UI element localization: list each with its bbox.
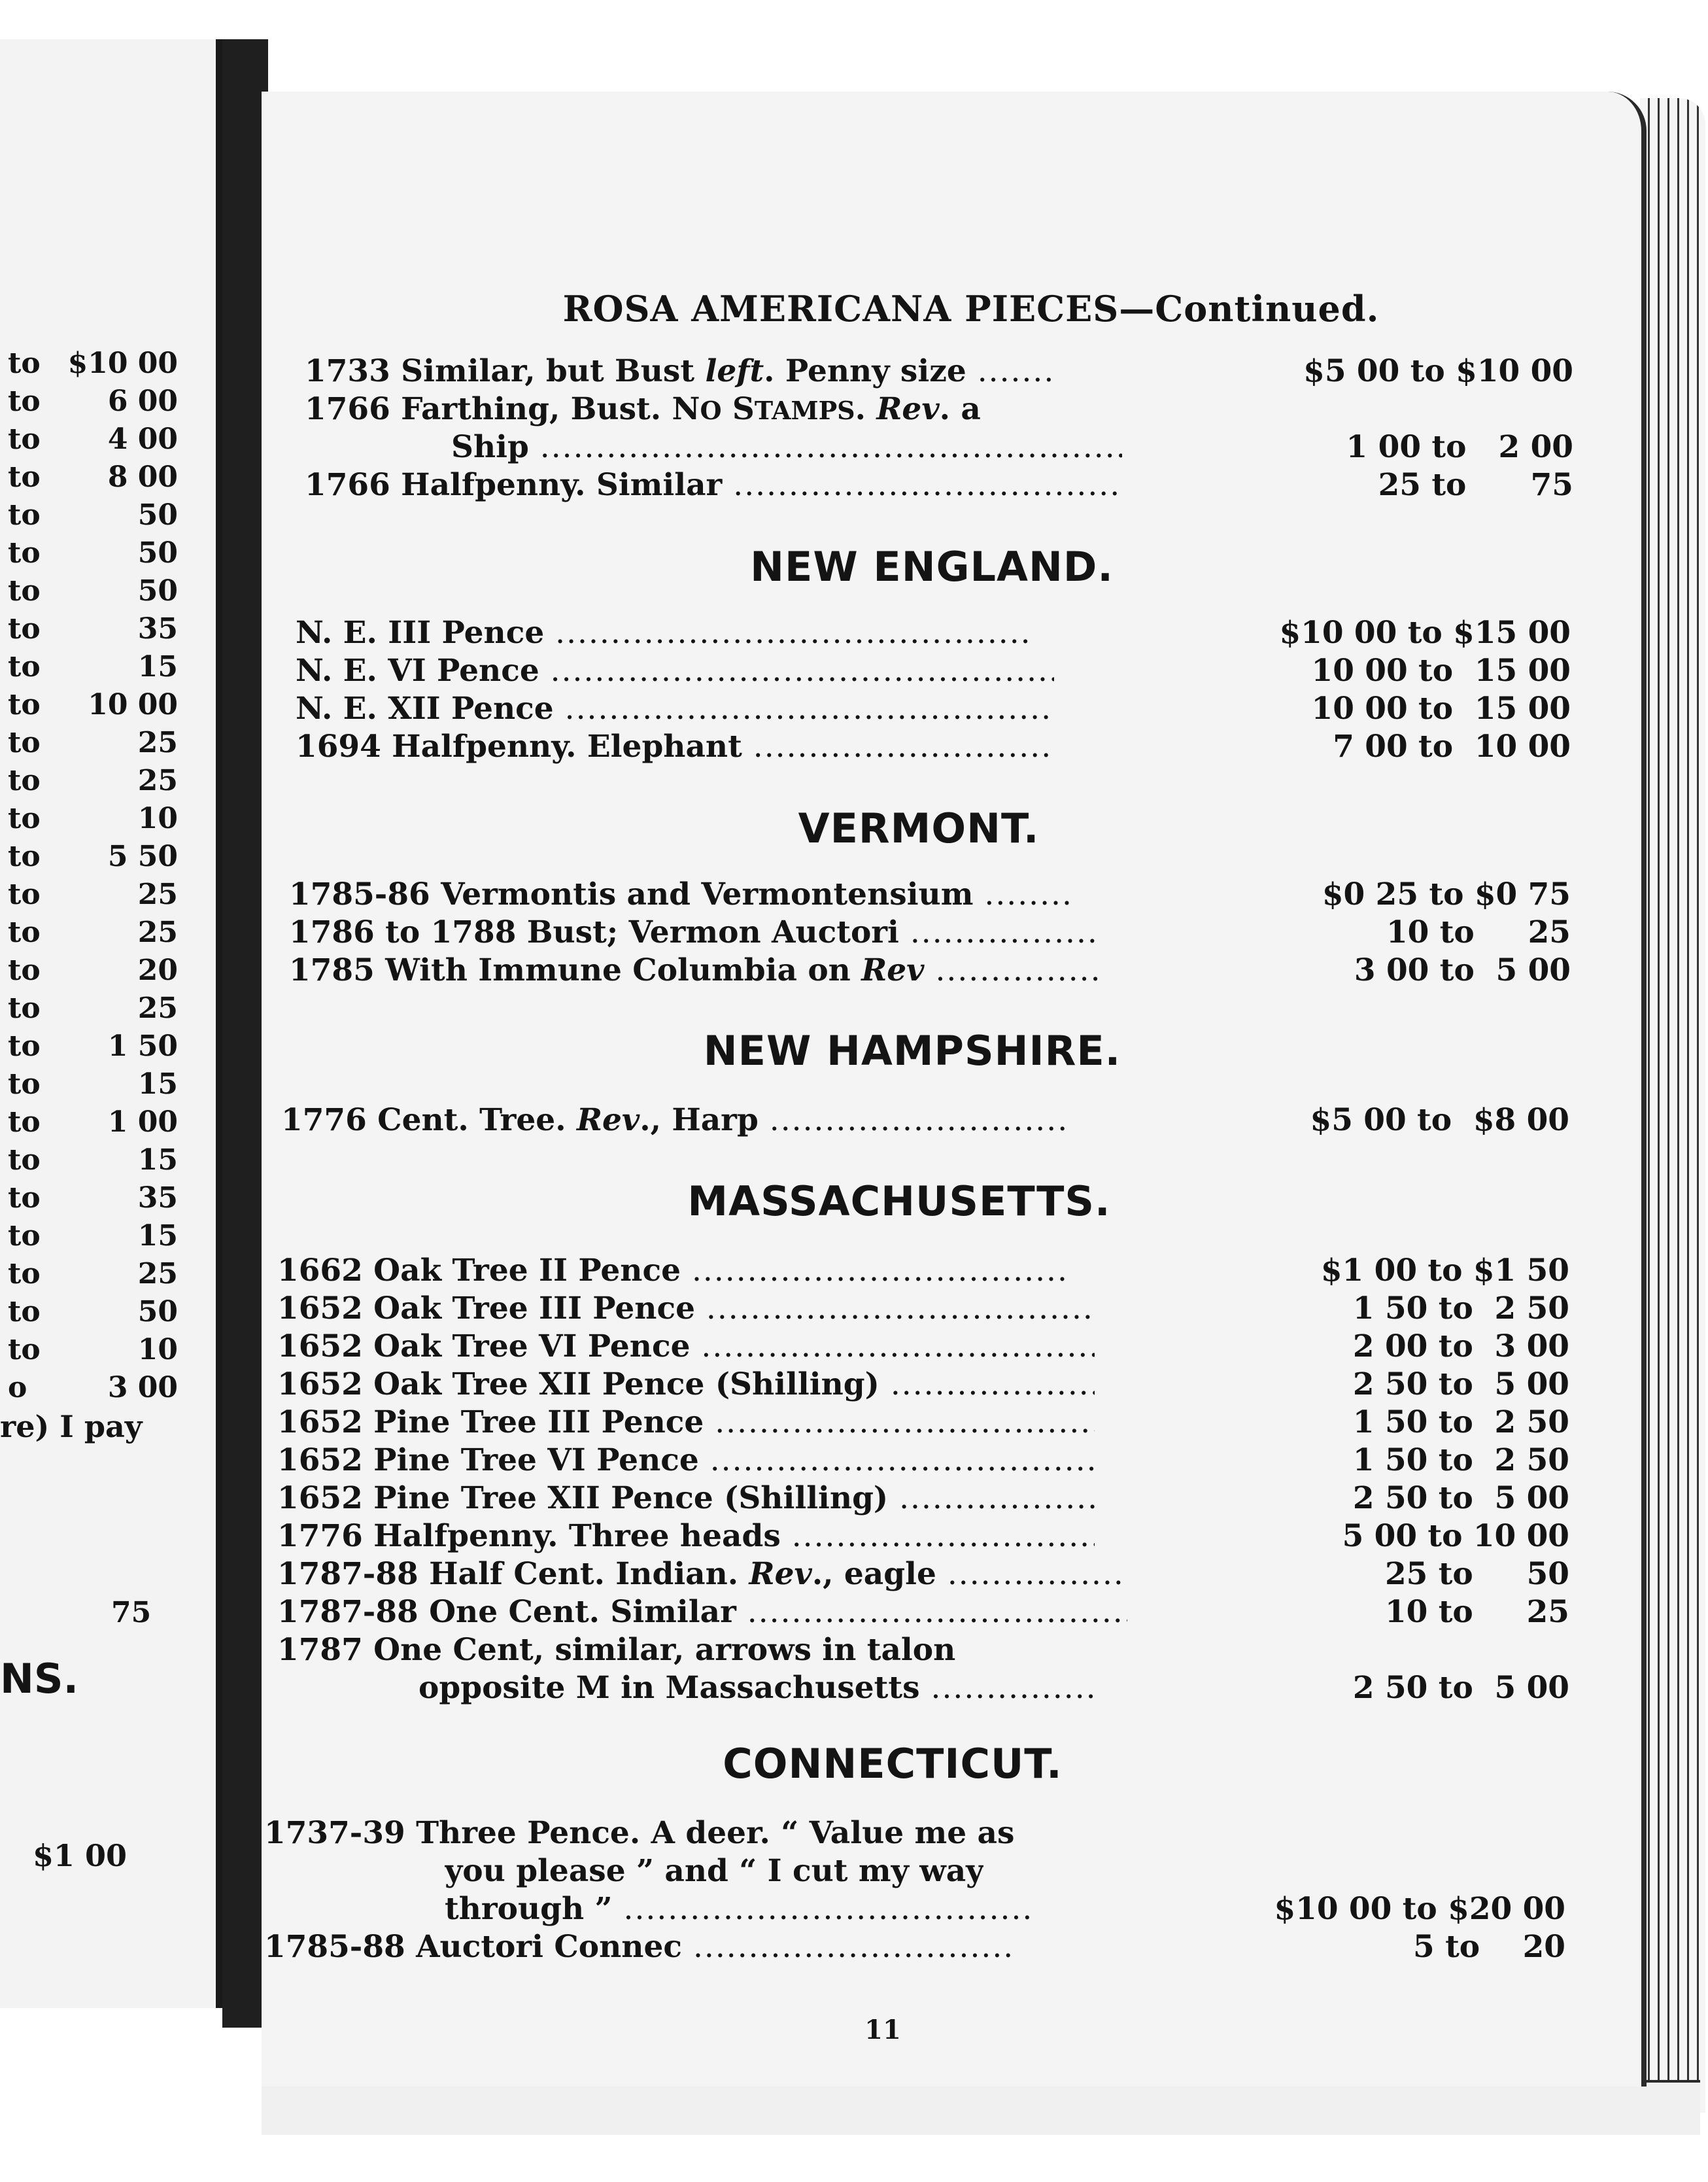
left-page-row-amount: 5 50 (107, 840, 178, 873)
left-page-row-to: o (8, 1371, 27, 1404)
left-page-row (0, 992, 196, 1028)
entry-rosa-1766-halfpenny (305, 467, 1573, 505)
entry-massachusetts-1652-pine-vi (277, 1442, 1569, 1480)
left-page-row-amount: 10 (137, 1333, 178, 1366)
entry-new-england-iii (296, 615, 1571, 653)
left-page-row-amount: 35 (137, 612, 178, 646)
entry-description: 1787-88 One Cent. Similar ..... (277, 1594, 1127, 1630)
entry-description: 1662 Oak Tree II Pence ..... (277, 1253, 1068, 1289)
entry-vermont-1785-86 (289, 876, 1571, 914)
entry-description: 1785-86 Vermontis and Vermontensium ..... (289, 876, 1074, 912)
entry-price: 1 50 to 2 50 (1352, 1290, 1569, 1326)
left-page-row-amount: 35 (137, 1181, 178, 1215)
left-page-row-to: to (8, 764, 41, 797)
left-page-row-to: to (8, 1333, 41, 1366)
entry-price: 5 00 to 10 00 (1342, 1518, 1569, 1554)
left-page-row-amount: 25 (137, 1257, 178, 1290)
entry-description: 1785 With Immune Columbia on Rev ..... (289, 952, 1100, 988)
left-page-row-amount: 10 (137, 802, 178, 835)
left-page-row-amount: 20 (137, 954, 178, 987)
left-page-row-to: to (8, 1030, 41, 1063)
left-page-row-amount: 25 (137, 764, 178, 797)
left-page-row (0, 385, 196, 421)
entry-description: 1776 Cent. Tree. Rev., Harp ..... (281, 1102, 1066, 1138)
entry-massachusetts-1652-pine-xii (277, 1480, 1569, 1518)
left-page-row-amount: 25 (137, 992, 178, 1025)
entry-description: 1787-88 Half Cent. Indian. Rev., eagle ..... (277, 1556, 1127, 1592)
entry-rosa-1733 (305, 353, 1573, 391)
section-heading-new-england: NEW ENGLAND. (750, 543, 1114, 591)
entry-price: $5 00 to $8 00 (1310, 1102, 1569, 1138)
left-page-row-to: to (8, 726, 41, 759)
left-page-value-75: 75 (111, 1596, 152, 1629)
entry-description: 1766 Halfpenny. Similar ..... (305, 467, 1122, 503)
entry-description: Ship ..... (451, 429, 1122, 465)
left-page-row-to: to (8, 650, 41, 684)
entry-price: $10 00 to $15 00 (1279, 615, 1571, 651)
left-page-row-amount: 15 (137, 650, 178, 684)
entry-massachusetts-1787-arrows-cont (418, 1670, 1569, 1708)
left-page-row-to: to (8, 878, 41, 911)
entry-price: $10 00 to $20 00 (1274, 1891, 1565, 1927)
left-page-row-amount: 10 00 (88, 688, 178, 721)
entry-vermont-1785-immune (289, 952, 1571, 990)
left-page-row-amount: 3 00 (107, 1371, 178, 1404)
left-page-row-to: to (8, 1105, 41, 1139)
left-page-row-amount: 6 00 (107, 385, 178, 418)
entry-price: 5 to 20 (1413, 1929, 1565, 1965)
left-page-row (0, 1181, 196, 1218)
section-heading-vermont: VERMONT. (798, 805, 1040, 852)
left-page-row (0, 726, 196, 763)
left-page-row (0, 498, 196, 535)
left-page-heading-fragment: NS. (0, 1655, 79, 1703)
entry-description: 1766 Farthing, Bust. NO STAMPS. Rev. a (305, 391, 981, 427)
left-page-row (0, 423, 196, 459)
entry-massachusetts-1652-pine-iii (277, 1404, 1569, 1442)
left-page-row-amount: 25 (137, 726, 178, 759)
entry-description: 1652 Pine Tree III Pence ..... (277, 1404, 1095, 1440)
left-page-row-amount: 25 (137, 916, 178, 949)
left-page-row-to: to (8, 954, 41, 987)
entry-rosa-1766-farthing (305, 391, 1573, 429)
entry-massachusetts-1787-88-one-cent (277, 1594, 1569, 1632)
left-page-row-amount: 50 (137, 1295, 178, 1328)
left-page-row (0, 1257, 196, 1294)
entry-description: 1652 Oak Tree VI Pence ..... (277, 1328, 1095, 1364)
left-page-row (0, 840, 196, 876)
entry-price: 1 00 to 2 00 (1346, 429, 1573, 465)
section-heading-new-hampshire: NEW HAMPSHIRE. (703, 1027, 1121, 1075)
entry-connecticut-1785-88 (264, 1929, 1565, 1967)
entry-description: 1652 Pine Tree XII Pence (Shilling) ..... (277, 1480, 1095, 1516)
left-page-row-to: to (8, 536, 41, 570)
entry-massachusetts-1652-oak-iii (277, 1290, 1569, 1328)
left-page-row-to: to (8, 1295, 41, 1328)
entry-massachusetts-1787-arrows (277, 1632, 1569, 1670)
left-page-row-amount: 1 00 (107, 1105, 178, 1139)
left-page-row (0, 1333, 196, 1370)
left-page-row-amount: 50 (137, 574, 178, 608)
left-page-row-to: to (8, 1143, 41, 1177)
section-heading-rosa-americana: ROSA AMERICANA PIECES—Continued. (562, 288, 1380, 330)
left-page-row (0, 1219, 196, 1256)
entry-description: 1733 Similar, but Bust left. Penny size ..... (305, 353, 1057, 389)
entry-description: 1652 Pine Tree VI Pence ..... (277, 1442, 1095, 1478)
left-page-row-amount: 15 (137, 1067, 178, 1101)
left-page-row (0, 954, 196, 990)
entry-description: 1737-39 Three Pence. A deer. “ Value me as (264, 1815, 1015, 1851)
left-page-pay-line: re) I pay (0, 1409, 143, 1444)
entry-description: opposite M in Massachusetts ..... (418, 1670, 1099, 1706)
page-bottom-edge (262, 2080, 1700, 2135)
left-page-row-amount: 4 00 (107, 423, 178, 456)
left-page-row-to: to (8, 802, 41, 835)
entry-description: 1786 to 1788 Bust; Vermon Auctori ..... (289, 914, 1100, 950)
entry-rosa-1766-farthing-cont (451, 429, 1573, 467)
page-number: 11 (864, 2015, 901, 2045)
left-page-row (0, 878, 196, 914)
left-page-row-to: to (8, 460, 41, 494)
entry-massachusetts-1652-oak-xii (277, 1366, 1569, 1404)
entry-description: 1785-88 Auctori Connec ..... (264, 1929, 1016, 1965)
left-page-row-to: to (8, 1219, 41, 1253)
left-page-row (0, 802, 196, 839)
entry-new-england-vi (296, 653, 1571, 691)
entry-price: 2 50 to 5 00 (1352, 1366, 1569, 1402)
left-page-row-to: to (8, 1181, 41, 1215)
entry-description: N. E. XII Pence ..... (296, 691, 1054, 727)
left-page-row-to: to (8, 423, 41, 456)
entry-price: 10 to 25 (1384, 1594, 1569, 1630)
entry-price: 7 00 to 10 00 (1333, 729, 1571, 765)
entry-new-england-xii (296, 691, 1571, 729)
left-page-row-to: to (8, 840, 41, 873)
left-page-row-amount: 1 50 (107, 1030, 178, 1063)
entry-description: N. E. III Pence ..... (296, 615, 1034, 651)
entry-massachusetts-1662-oak-ii (277, 1253, 1569, 1290)
left-page-row-to: to (8, 574, 41, 608)
section-heading-massachusetts: MASSACHUSETTS. (687, 1177, 1111, 1225)
left-page-row-to: to (8, 916, 41, 949)
entry-description: 1652 Oak Tree XII Pence (Shilling) ..... (277, 1366, 1095, 1402)
entry-price: 2 50 to 5 00 (1352, 1480, 1569, 1516)
left-page-row (0, 347, 196, 383)
entry-price: $5 00 to $10 00 (1303, 353, 1573, 389)
entry-price: $0 25 to $0 75 (1322, 876, 1571, 912)
entry-vermont-1786-1788 (289, 914, 1571, 952)
entry-connecticut-1737-39-line2 (445, 1853, 1565, 1891)
entry-description: through ” ..... (445, 1891, 1033, 1927)
left-page-row (0, 1295, 196, 1332)
entry-description: 1652 Oak Tree III Pence ..... (277, 1290, 1095, 1326)
page-edges (1640, 98, 1705, 2113)
entry-new-england-1694 (296, 729, 1571, 767)
left-page-dollar-line: $1 00 (33, 1838, 128, 1873)
entry-price: 2 50 to 5 00 (1352, 1670, 1569, 1706)
left-page-row-amount: 50 (137, 536, 178, 570)
entry-connecticut-1737-39 (264, 1815, 1565, 1853)
entry-description: you please ” and “ I cut my way (445, 1853, 984, 1889)
left-page-row (0, 1371, 196, 1408)
left-page-row (0, 1067, 196, 1104)
entry-description: 1694 Halfpenny. Elephant ..... (296, 729, 1054, 765)
left-page-text (0, 347, 209, 1916)
left-page-row-amount: 15 (137, 1143, 178, 1177)
entry-price: $1 00 to $1 50 (1320, 1253, 1569, 1289)
entry-massachusetts-1776-halfpenny (277, 1518, 1569, 1556)
left-page-row-to: to (8, 612, 41, 646)
left-page-row-to: to (8, 385, 41, 418)
main-page (262, 92, 1647, 2087)
entry-price: 10 00 to 15 00 (1311, 691, 1571, 727)
left-page-row (0, 1105, 196, 1142)
left-page-row (0, 460, 196, 497)
left-page-row (0, 650, 196, 687)
entry-price: 1 50 to 2 50 (1352, 1404, 1569, 1440)
left-page-row (0, 1143, 196, 1180)
entry-connecticut-1737-39-line3 (445, 1891, 1565, 1929)
entry-new-hampshire-1776 (281, 1102, 1569, 1140)
left-page-row (0, 612, 196, 649)
left-page-row (0, 688, 196, 725)
left-page-row-to: to (8, 498, 41, 532)
entry-massachusetts-1787-88-half-cent (277, 1556, 1569, 1594)
left-page-row-to: to (8, 1257, 41, 1290)
left-page-row (0, 764, 196, 801)
entry-price: 10 00 to 15 00 (1311, 653, 1571, 689)
entry-price: 2 00 to 3 00 (1352, 1328, 1569, 1364)
left-page-row (0, 574, 196, 611)
left-page-row-to: to (8, 992, 41, 1025)
left-page-row-amount: 8 00 (107, 460, 178, 494)
left-page-row-to: to (8, 688, 41, 721)
left-page-row-amount: 25 (137, 878, 178, 911)
entry-description: 1787 One Cent, similar, arrows in talon (277, 1632, 956, 1668)
entry-massachusetts-1652-oak-vi (277, 1328, 1569, 1366)
left-page-row (0, 916, 196, 952)
left-page-row-amount: 15 (137, 1219, 178, 1253)
entry-description: 1776 Halfpenny. Three heads ..... (277, 1518, 1095, 1554)
left-page-row-amount: $10 00 (67, 347, 178, 380)
left-page-row-to: to (8, 1067, 41, 1101)
left-page-row-to: to (8, 347, 41, 380)
entry-price: 3 00 to 5 00 (1354, 952, 1571, 988)
left-page-row (0, 1030, 196, 1066)
entry-price: 1 50 to 2 50 (1352, 1442, 1569, 1478)
entry-price: 25 to 75 (1378, 467, 1573, 503)
left-page-row (0, 536, 196, 573)
entry-price: 10 to 25 (1386, 914, 1571, 950)
entry-description: N. E. VI Pence ..... (296, 653, 1054, 689)
left-page-row-amount: 50 (137, 498, 178, 532)
entry-price: 25 to 50 (1384, 1556, 1569, 1592)
section-heading-connecticut: CONNECTICUT. (723, 1740, 1063, 1788)
